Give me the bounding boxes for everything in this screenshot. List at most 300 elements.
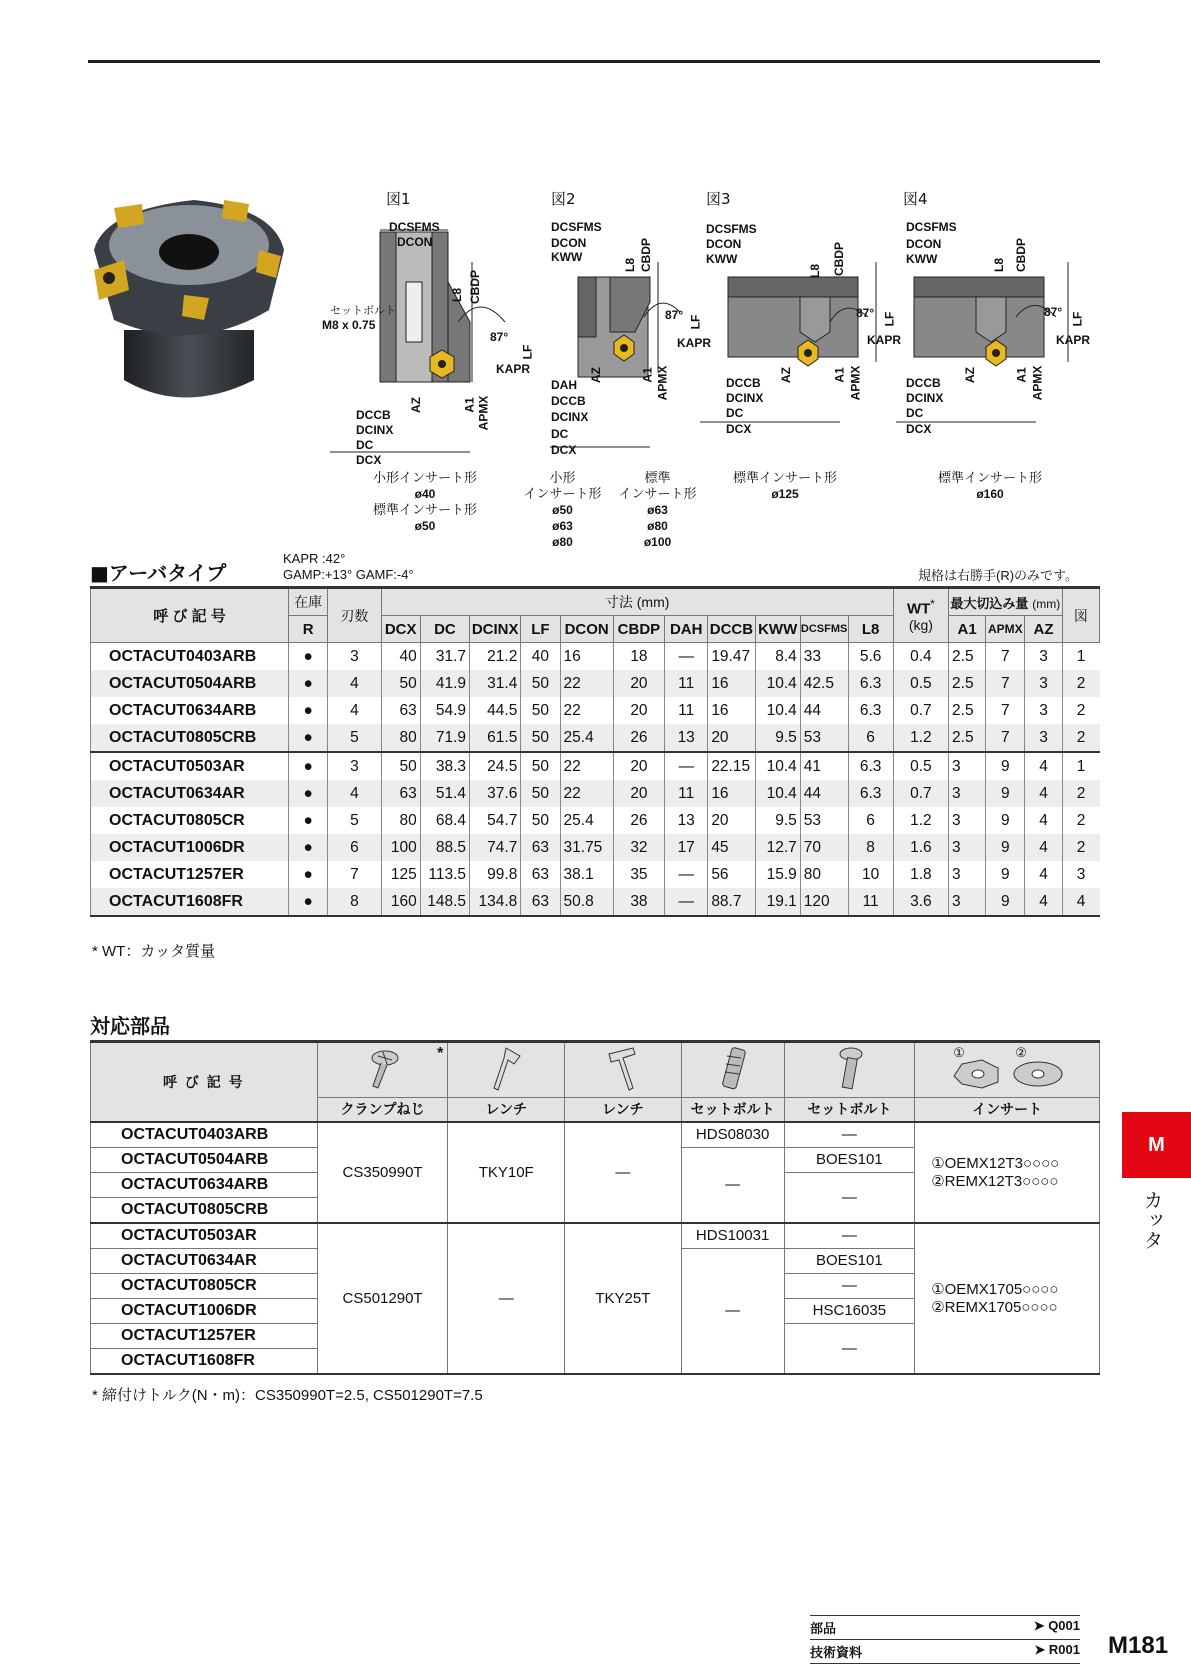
fig3-lf: LF — [882, 311, 897, 327]
section-tab-m[interactable]: M — [1122, 1112, 1191, 1178]
parts-model: OCTACUT0503AR — [91, 1223, 318, 1249]
fig3-dccb: DCCB — [726, 376, 761, 390]
cell-a1: 2.5 — [949, 670, 986, 697]
cell-az: 3 — [1025, 697, 1062, 724]
parts-icon-insert — [915, 1042, 1100, 1098]
cell-dcx: 50 — [381, 670, 420, 697]
cell-dcinx: 37.6 — [470, 780, 521, 807]
cell-cbdp: 20 — [613, 697, 664, 724]
header-dcsfms: DCSFMS — [800, 616, 848, 643]
cell-stock: ● — [289, 697, 328, 724]
fig2-dcon: DCON — [551, 236, 587, 250]
cell-l8: 6 — [848, 724, 893, 752]
fig1-lf: LF — [520, 344, 535, 360]
parts-header-insert: インサート — [915, 1098, 1100, 1122]
cell-dcsfms: 33 — [800, 643, 848, 671]
cell-teeth: 3 — [328, 643, 381, 671]
cell-dah: 13 — [665, 724, 708, 752]
cell-dcsfms: 53 — [800, 724, 848, 752]
parts-model: OCTACUT0634ARB — [91, 1172, 318, 1197]
cell-l8: 6.3 — [848, 780, 893, 807]
fig3-a1: A1 — [832, 367, 847, 383]
cell-cbdp: 20 — [613, 780, 664, 807]
fig2-size: ø50 — [552, 503, 573, 517]
cell-dc: 113.5 — [420, 861, 469, 888]
cell-fig: 2 — [1062, 724, 1099, 752]
cell-lf: 50 — [521, 670, 560, 697]
cell-dcsfms: 70 — [800, 834, 848, 861]
cell-dcsfms: 53 — [800, 807, 848, 834]
cell-dccb: 20 — [708, 807, 755, 834]
cell-apmx: 7 — [986, 697, 1025, 724]
fig2-caption-a1: 小形 — [549, 470, 576, 485]
parts-icon-bolt2 — [784, 1042, 915, 1098]
section1-spec2: GAMP:+13° GAMF:-4° — [283, 567, 414, 582]
cell-stock: ● — [289, 807, 328, 834]
cell-wt: 3.6 — [893, 888, 948, 916]
fig2-size: ø63 — [647, 503, 668, 517]
header-lf: LF — [521, 616, 560, 643]
cell-dccb: 56 — [708, 861, 755, 888]
fig2-label: 図2 — [551, 190, 576, 208]
header-cut — [949, 588, 1063, 616]
fig1-dcinx: DCINX — [356, 423, 394, 437]
fig4-apmx: APMX — [1030, 365, 1045, 401]
group1-insert — [915, 1122, 1100, 1223]
header-cut-unit: (mm) — [1032, 596, 1061, 611]
header-model: 呼 び 記 号 — [91, 588, 289, 643]
group2-wrench1: — — [448, 1223, 565, 1374]
header-l8: L8 — [848, 616, 893, 643]
cell-a1: 2.5 — [949, 643, 986, 671]
parts-icon-wrench1 — [448, 1042, 565, 1098]
cell-stock: ● — [289, 834, 328, 861]
fig2-size: ø80 — [552, 535, 573, 549]
fig1-a1: A1 — [462, 397, 477, 413]
fig2-dccb: DCCB — [551, 394, 586, 408]
fig1-caption-b-size: ø50 — [414, 519, 436, 533]
cell-dc: 31.7 — [420, 643, 469, 671]
cell-lf: 50 — [521, 697, 560, 724]
cell-az: 4 — [1025, 752, 1062, 780]
cell-l8: 6 — [848, 807, 893, 834]
header-dcinx: DCINX — [470, 616, 521, 643]
fig4-caption — [930, 470, 1050, 502]
group2-insert — [915, 1223, 1100, 1374]
fig4-kapr: KAPR — [1056, 333, 1091, 347]
fig2-caption-small — [520, 470, 605, 550]
cell-dah: — — [665, 752, 708, 780]
cell-dcx: 80 — [381, 724, 420, 752]
parts-model: OCTACUT0805CR — [91, 1273, 318, 1298]
header-dccb: DCCB — [708, 616, 755, 643]
fig2-l8: L8 — [623, 257, 638, 273]
parts-table — [90, 1040, 1100, 1375]
spec-row — [91, 643, 1100, 671]
fig1-bolt-label: セットボルト — [330, 305, 396, 317]
fig2-dah: DAH — [551, 378, 577, 392]
group2-bolt2-e: — — [784, 1323, 915, 1374]
cell-kww: 15.9 — [755, 861, 800, 888]
parts-header-bolt1: セットボルト — [681, 1098, 784, 1122]
cell-apmx: 9 — [986, 780, 1025, 807]
section1-title: ■アーバタイプ — [90, 561, 227, 585]
fig1-l8: L8 — [450, 287, 465, 303]
cell-wt: 0.4 — [893, 643, 948, 671]
spec-row — [91, 670, 1100, 697]
cell-az: 4 — [1025, 807, 1062, 834]
group1-bolt1-a: HDS08030 — [681, 1122, 784, 1148]
fig1-dcsfms: DCSFMS — [389, 220, 440, 234]
cell-dah: — — [665, 888, 708, 916]
cell-apmx: 9 — [986, 807, 1025, 834]
fig2-dc: DC — [551, 427, 569, 441]
cell-teeth: 8 — [328, 888, 381, 916]
cell-stock: ● — [289, 780, 328, 807]
footer-tech-ref: ➤ R001 — [1034, 1642, 1080, 1657]
cell-a1: 2.5 — [949, 697, 986, 724]
header-dc: DC — [420, 616, 469, 643]
cell-apmx: 7 — [986, 724, 1025, 752]
fig4-caption-size: ø160 — [976, 487, 1004, 501]
cell-kww: 9.5 — [755, 724, 800, 752]
parts-header-model: 呼 び 記 号 — [91, 1042, 318, 1122]
fig2-size: ø100 — [643, 535, 672, 549]
header-wt-label: WT — [906, 600, 931, 618]
cell-lf: 63 — [521, 888, 560, 916]
header-cut-label: 最大切込み量 — [950, 595, 1029, 611]
fig3-caption — [725, 470, 845, 502]
parts-model: OCTACUT0504ARB — [91, 1147, 318, 1172]
cell-apmx: 9 — [986, 888, 1025, 916]
cell-dcon: 22 — [560, 697, 613, 724]
cell-dcinx: 61.5 — [470, 724, 521, 752]
fig3-cbdp: CBDP — [832, 241, 847, 277]
cell-az: 3 — [1025, 643, 1062, 671]
cell-stock: ● — [289, 752, 328, 780]
group2-bolt2-c: — — [784, 1273, 915, 1298]
cell-lf: 63 — [521, 861, 560, 888]
group2-insert2: ②REMX1705○○○○ — [931, 1299, 1058, 1316]
cell-fig: 2 — [1062, 807, 1099, 834]
cell-l8: 11 — [848, 888, 893, 916]
parts-header-wrench2: レンチ — [565, 1098, 682, 1122]
cell-dc: 88.5 — [420, 834, 469, 861]
cell-kww: 10.4 — [755, 752, 800, 780]
header-stock: 在庫 — [289, 588, 328, 616]
parts-model: OCTACUT0634AR — [91, 1248, 318, 1273]
cell-l8: 5.6 — [848, 643, 893, 671]
fig1-caption-a: 小形インサート形 — [372, 470, 477, 485]
fig4-caption-text: 標準インサート形 — [937, 470, 1042, 485]
cutter-photo — [84, 190, 284, 410]
footer-parts-label: 部品 — [810, 1621, 837, 1636]
cell-lf: 40 — [521, 643, 560, 671]
cell-l8: 6.3 — [848, 697, 893, 724]
cell-dccb: 16 — [708, 780, 755, 807]
cell-kww: 8.4 — [755, 643, 800, 671]
cell-stock: ● — [289, 643, 328, 671]
fig1-caption-b: 標準インサート形 — [372, 502, 477, 517]
spec-row — [91, 888, 1100, 916]
group1-insert2: ②REMX12T3○○○○ — [931, 1173, 1059, 1190]
cell-a1: 3 — [949, 752, 986, 780]
fig2-dcx: DCX — [551, 443, 577, 457]
cell-dcinx: 99.8 — [470, 861, 521, 888]
cell-wt: 0.5 — [893, 670, 948, 697]
cell-dcsfms: 44 — [800, 780, 848, 807]
section1-note-right: 規格は右勝手(R)のみです。 — [918, 568, 1079, 583]
cell-a1: 3 — [949, 888, 986, 916]
header-dcon: DCON — [560, 616, 613, 643]
cell-lf: 63 — [521, 834, 560, 861]
group1-bolt1-b: — — [681, 1147, 784, 1223]
cell-dc: 51.4 — [420, 780, 469, 807]
cell-a1: 3 — [949, 861, 986, 888]
cell-lf: 50 — [521, 807, 560, 834]
fig1-dc: DC — [356, 438, 374, 452]
fig3-dc: DC — [726, 406, 744, 420]
parts-model: OCTACUT1608FR — [91, 1348, 318, 1374]
fig3-kww: KWW — [706, 252, 738, 266]
cell-model: OCTACUT0634ARB — [91, 697, 289, 724]
group2-insert1: ①OEMX1705○○○○ — [931, 1281, 1059, 1298]
cell-cbdp: 20 — [613, 752, 664, 780]
fig2-dcsfms: DCSFMS — [551, 220, 602, 234]
footer-tech-page: R001 — [1048, 1642, 1080, 1657]
fig3-az: AZ — [779, 367, 793, 383]
cell-teeth: 4 — [328, 697, 381, 724]
fig2-caption-b1: 標準 — [644, 470, 671, 485]
cell-dcinx: 44.5 — [470, 697, 521, 724]
fig2-dcinx: DCINX — [551, 410, 589, 424]
fig2-lf: LF — [688, 314, 703, 330]
cell-apmx: 9 — [986, 861, 1025, 888]
cell-dcinx: 74.7 — [470, 834, 521, 861]
fig1-caption-a-size: ø40 — [414, 487, 436, 501]
spec-table-body — [91, 643, 1100, 917]
cell-dcx: 63 — [381, 780, 420, 807]
fig2-size: ø63 — [552, 519, 573, 533]
parts-icon-wrench2 — [565, 1042, 682, 1098]
cell-lf: 50 — [521, 780, 560, 807]
cell-dcx: 40 — [381, 643, 420, 671]
fig1-dccb: DCCB — [356, 408, 391, 422]
spec-row — [91, 724, 1100, 752]
cell-kww: 10.4 — [755, 670, 800, 697]
fig4-dccb: DCCB — [906, 376, 941, 390]
parts-icon-bolt1 — [681, 1042, 784, 1098]
parts-footnote: * 締付けトルク(N・m)：CS350990T=2.5, CS501290T=7.5 — [92, 1387, 483, 1404]
cell-fig: 2 — [1062, 697, 1099, 724]
cell-wt: 1.2 — [893, 724, 948, 752]
cell-az: 3 — [1025, 670, 1062, 697]
fig2-caption-std — [615, 470, 700, 550]
fig1-dcx: DCX — [356, 453, 382, 467]
parts-model: OCTACUT1006DR — [91, 1298, 318, 1323]
main-footnote: * WT：カッタ質量 — [92, 943, 216, 960]
cell-fig: 2 — [1062, 780, 1099, 807]
cell-l8: 6.3 — [848, 670, 893, 697]
cell-fig: 1 — [1062, 643, 1099, 671]
cell-wt: 1.2 — [893, 807, 948, 834]
section2-title: 対応部品 — [90, 1014, 170, 1038]
header-a1: A1 — [949, 616, 986, 643]
cell-dcsfms: 120 — [800, 888, 848, 916]
fig4-kww: KWW — [906, 252, 938, 266]
header-az: AZ — [1025, 616, 1062, 643]
section1-spec1: KAPR :42° — [283, 551, 346, 566]
cell-dah: 11 — [665, 780, 708, 807]
cell-dcsfms: 80 — [800, 861, 848, 888]
header-dcx: DCX — [381, 616, 420, 643]
header-cbdp: CBDP — [613, 616, 664, 643]
cell-dcinx: 24.5 — [470, 752, 521, 780]
fig1-az: AZ — [409, 397, 423, 413]
cell-dccb: 20 — [708, 724, 755, 752]
fig1-caption — [360, 470, 490, 534]
cell-dah: 11 — [665, 670, 708, 697]
cell-dah: 13 — [665, 807, 708, 834]
cell-dccb: 16 — [708, 697, 755, 724]
cell-dcx: 160 — [381, 888, 420, 916]
cell-az: 4 — [1025, 861, 1062, 888]
parts-model: OCTACUT0403ARB — [91, 1122, 318, 1148]
cell-stock: ● — [289, 888, 328, 916]
cell-dcon: 22 — [560, 780, 613, 807]
cell-apmx: 7 — [986, 643, 1025, 671]
insert-num1: ① — [953, 1045, 965, 1060]
spec-table — [90, 586, 1100, 917]
set-bolt-icon — [713, 1044, 753, 1094]
cell-dcinx: 21.2 — [470, 643, 521, 671]
cell-kww: 10.4 — [755, 697, 800, 724]
cell-wt: 0.5 — [893, 752, 948, 780]
group2-bolt2-d: HSC16035 — [784, 1298, 915, 1323]
fig2-kww: KWW — [551, 250, 583, 264]
cell-a1: 3 — [949, 807, 986, 834]
cell-stock: ● — [289, 724, 328, 752]
fig4-label: 図4 — [903, 190, 928, 208]
spec-row — [91, 861, 1100, 888]
fig1-bolt-size: M8 x 0.75 — [322, 318, 376, 332]
cell-dccb: 16 — [708, 670, 755, 697]
cell-wt: 0.7 — [893, 697, 948, 724]
cell-dccb: 88.7 — [708, 888, 755, 916]
page-number: M181 — [1108, 1632, 1169, 1659]
fig2-az: AZ — [589, 367, 603, 383]
cell-az: 4 — [1025, 780, 1062, 807]
parts-header-wrench1: レンチ — [448, 1098, 565, 1122]
group1-clamp: CS350990T — [317, 1122, 448, 1223]
torx-wrench-icon — [486, 1044, 526, 1094]
cell-teeth: 6 — [328, 834, 381, 861]
cell-dcinx: 134.8 — [470, 888, 521, 916]
cell-model: OCTACUT0403ARB — [91, 643, 289, 671]
cell-dcx: 63 — [381, 697, 420, 724]
fig3-dcinx: DCINX — [726, 391, 764, 405]
cell-lf: 50 — [521, 724, 560, 752]
cell-dccb: 19.47 — [708, 643, 755, 671]
fig3-dcx: DCX — [726, 422, 752, 436]
cell-dc: 38.3 — [420, 752, 469, 780]
header-dah: DAH — [665, 616, 708, 643]
header-fig: 図 — [1062, 588, 1099, 643]
footer-row-parts[interactable] — [810, 1615, 1080, 1640]
cell-dcon: 31.75 — [560, 834, 613, 861]
insert-num2: ② — [1015, 1045, 1027, 1060]
fig1-label: 図1 — [386, 190, 411, 208]
cell-dah: 11 — [665, 697, 708, 724]
footer-row-tech[interactable] — [810, 1640, 1080, 1664]
cell-dc: 71.9 — [420, 724, 469, 752]
cell-apmx: 9 — [986, 752, 1025, 780]
fig1-apmx: APMX — [476, 395, 491, 431]
header-kww: KWW — [755, 616, 800, 643]
cell-model: OCTACUT0504ARB — [91, 670, 289, 697]
spec-row — [91, 752, 1100, 780]
cell-dcsfms: 44 — [800, 697, 848, 724]
cell-dah: — — [665, 643, 708, 671]
set-bolt-icon — [829, 1044, 869, 1094]
header-teeth: 刃数 — [328, 588, 381, 643]
cell-teeth: 5 — [328, 724, 381, 752]
cell-apmx: 7 — [986, 670, 1025, 697]
fig4-dcinx: DCINX — [906, 391, 944, 405]
cell-dcx: 125 — [381, 861, 420, 888]
fig2-size: ø80 — [647, 519, 668, 533]
cell-stock: ● — [289, 670, 328, 697]
header-stock-r: R — [289, 616, 328, 643]
cell-cbdp: 38 — [613, 888, 664, 916]
cell-cbdp: 35 — [613, 861, 664, 888]
cell-dcinx: 31.4 — [470, 670, 521, 697]
fig4-dcon: DCON — [906, 237, 942, 251]
group2-bolt1-b: — — [681, 1248, 784, 1374]
group1-insert1: ①OEMX12T3○○○○ — [931, 1155, 1060, 1172]
header-apmx: APMX — [986, 616, 1025, 643]
fig2-cbdp: CBDP — [639, 237, 654, 273]
cell-dah: 17 — [665, 834, 708, 861]
parts-model: OCTACUT0805CRB — [91, 1197, 318, 1223]
cell-dcinx: 54.7 — [470, 807, 521, 834]
fig4-az: AZ — [963, 367, 977, 383]
group1-bolt2-c: — — [784, 1172, 915, 1223]
cell-a1: 3 — [949, 834, 986, 861]
cell-dcsfms: 42.5 — [800, 670, 848, 697]
group1-wrench2: — — [565, 1122, 682, 1223]
cell-model: OCTACUT0805CR — [91, 807, 289, 834]
group1-bolt2-b: BOES101 — [784, 1147, 915, 1172]
fig2-apmx: APMX — [655, 365, 670, 401]
group2-clamp: CS501290T — [317, 1223, 448, 1374]
t-wrench-icon — [603, 1044, 643, 1094]
header-wt-unit: (kg) — [908, 617, 933, 634]
cell-fig: 4 — [1062, 888, 1099, 916]
section-tab-label — [1140, 1190, 1170, 1250]
cell-wt: 1.6 — [893, 834, 948, 861]
header-wt-star: * — [930, 597, 935, 611]
cell-l8: 8 — [848, 834, 893, 861]
cell-kww: 19.1 — [755, 888, 800, 916]
cell-kww: 12.7 — [755, 834, 800, 861]
cell-dcon: 25.4 — [560, 807, 613, 834]
cell-teeth: 7 — [328, 861, 381, 888]
cell-dcx: 50 — [381, 752, 420, 780]
cell-model: OCTACUT0805CRB — [91, 724, 289, 752]
cell-cbdp: 26 — [613, 807, 664, 834]
cell-cbdp: 32 — [613, 834, 664, 861]
